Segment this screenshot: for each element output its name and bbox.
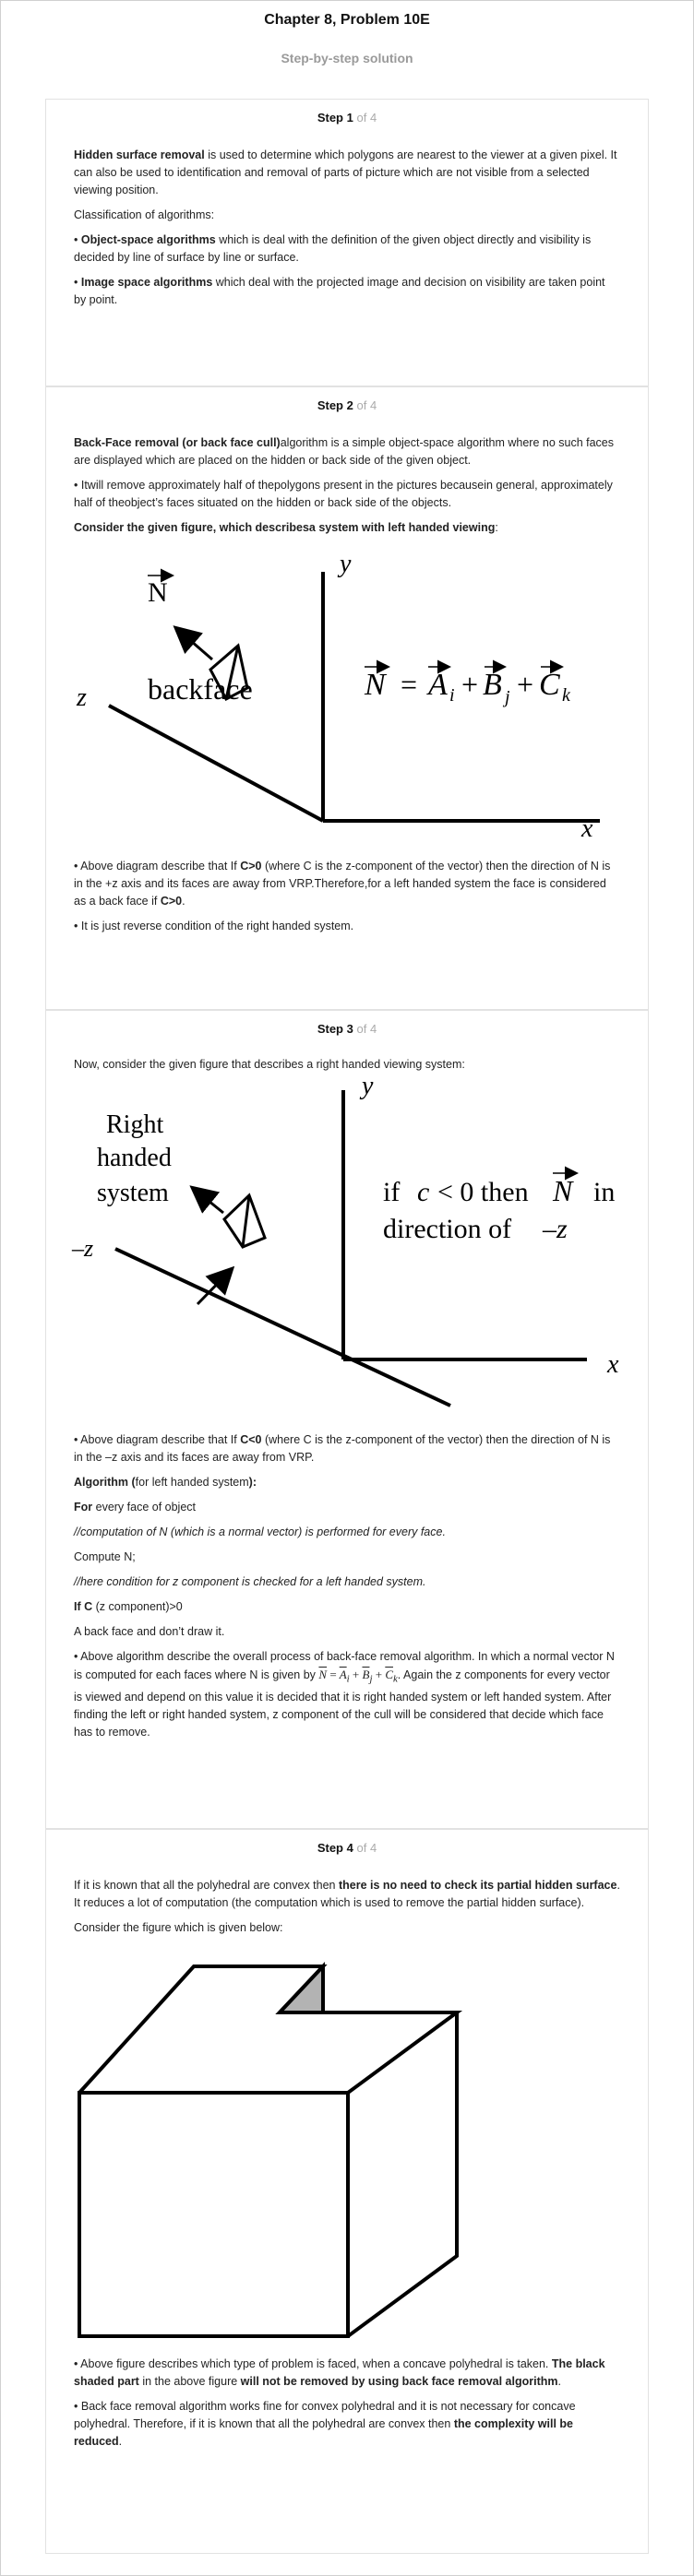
z-axis-label: z xyxy=(77,683,87,712)
algorithm-heading: Algorithm (for left handed system): xyxy=(74,1476,257,1489)
solution-subtitle: Step-by-step solution xyxy=(281,51,413,65)
pyramid-icon xyxy=(224,1195,265,1247)
reverse-condition-bullet: • It is just reverse condition of the right handed system. xyxy=(74,920,354,932)
step-4-title: Step 4 of 4 xyxy=(317,1841,377,1855)
svg-text:if: if xyxy=(383,1177,401,1207)
inline-normal-equation: $\overline{N} = \overline{A}_i + \overline{B}_j + \overline{C}_k$ xyxy=(318,1668,398,1685)
algo-backface-line: A back face and don’t draw it. xyxy=(74,1625,225,1638)
step-2-title: Step 2 of 4 xyxy=(317,398,377,412)
top-face xyxy=(79,1966,457,2093)
step-1-title: Step 1 of 4 xyxy=(317,111,377,125)
object-space-bullet: • Object-space algorithms which is deal with the definition of the given object directly and visibility is decided by line of surface by line or surface. xyxy=(74,233,592,264)
svg-text:+: + xyxy=(517,668,534,701)
concave-polyhedron-figure xyxy=(46,1944,650,2356)
step-4-card xyxy=(45,1829,649,2554)
svg-text:in: in xyxy=(593,1177,616,1207)
complexity-bullet: • Back face removal algorithm works fine for convex polyhedral and it is not necessary for concave polyhedral. Therefore, if it is known that all the polyhedral are convex then the complexity will be reduced. xyxy=(74,2400,576,2448)
consider-figure-text: Consider the figure which is given below: xyxy=(74,1921,283,1934)
hsr-paragraph: Hidden surface removal is used to determine which polygons are nearest to the viewer at a given pixel. It can also be used to identification and removal of parts of picture which are not visible from a selected viewing position. xyxy=(74,148,617,196)
z-axis xyxy=(109,706,323,821)
algo-comment-1: //computation of N (which is a normal vector) is performed for every face. xyxy=(74,1525,446,1538)
svg-text:k: k xyxy=(562,685,570,706)
step-3-card xyxy=(45,1010,649,1829)
algo-compute-line: Compute N; xyxy=(74,1550,136,1563)
classification-heading: Classification of algorithms: xyxy=(74,208,215,221)
half-polygons-bullet: • Itwill remove approximately half of thepolygons present in the pictures becausein general, approximately half of theobject’s faces situated on the hidden or back side of the objects. xyxy=(74,479,613,509)
shaded-concave-part xyxy=(280,1966,323,2012)
svg-text:i: i xyxy=(449,685,455,706)
step-2-card xyxy=(45,386,649,1010)
svg-text:=: = xyxy=(401,668,418,701)
left-handed-viewing-figure xyxy=(46,544,650,858)
normal-label: N xyxy=(148,577,168,608)
concave-explanation: • Above figure describes which type of problem is faced, when a concave polyhedral is taken. The black shaded part in the above figure will not be removed by using back face removal algorithm. xyxy=(74,2357,605,2388)
chapter-title: Chapter 8, Problem 10E xyxy=(264,12,430,28)
algorithm-description: • Above algorithm describe the overall process of back-face removal algorithm. In which a normal vector N is computed for each faces where N is given by $\overline{N} = \overline{A}_i + \overline{B}_j + \overline{C}_k$. Again the z components for every vector is viewed and depend on this value it is decided that it is right handed system or left handed system. After finding the left or right handed system, z component of the cull will be considered that decide which face has to remove. xyxy=(74,1650,615,1739)
normal-equation xyxy=(364,667,571,707)
condition-text xyxy=(383,1173,615,1244)
svg-text:N: N xyxy=(365,668,386,702)
backface-label: backface xyxy=(148,672,253,706)
right-label: Right xyxy=(106,1110,164,1139)
algo-if-line: If C (z component)>0 xyxy=(74,1600,183,1613)
algo-for-line: For every face of object xyxy=(74,1501,197,1514)
convex-paragraph: If it is known that all the polyhedral are convex then there is no need to check its partial hidden surface. It reduces a lot of computation (the computation which is used to remove the partial hidden surface). xyxy=(74,1879,620,1909)
consider-left-handed: Consider the given figure, which describesa system with left handed viewing: xyxy=(74,521,498,534)
right-handed-explanation: • Above diagram describe that If C<0 (where C is the z-component of the vector) then the direction of N is in the –z axis and its faces are away from VRP. xyxy=(74,1433,611,1464)
y-axis-label: y xyxy=(362,1081,374,1100)
z-axis xyxy=(115,1249,450,1406)
svg-text:C: C xyxy=(539,668,560,702)
svg-text:N: N xyxy=(553,1174,573,1207)
left-handed-explanation: • Above diagram describe that If C>0 (where C is the z-component of the vector) then the direction of N is in the +z axis and its faces are away from VRP.Therefore,for a left handed system the face is considered as a back face if C>0. xyxy=(74,860,611,908)
normal-arrow xyxy=(177,629,212,659)
svg-text:c: c xyxy=(417,1177,430,1207)
right-face xyxy=(348,2012,457,2336)
front-face xyxy=(79,2093,348,2336)
image-space-bullet: • Image space algorithms which deal with the projected image and decision on visibility are taken point by point. xyxy=(74,276,605,306)
handed-label: handed xyxy=(97,1144,172,1172)
step-1-card xyxy=(45,99,649,386)
svg-text:direction of: direction of xyxy=(383,1214,512,1244)
svg-text:j: j xyxy=(505,687,510,707)
neg-z-axis-label: –z xyxy=(72,1235,94,1262)
step-3-title: Step 3 of 4 xyxy=(317,1022,377,1036)
x-axis-label: x xyxy=(581,814,593,843)
svg-text:+: + xyxy=(461,668,479,701)
x-axis-label: x xyxy=(607,1350,619,1379)
right-handed-intro: Now, consider the given figure that describes a right handed viewing system: xyxy=(74,1058,465,1071)
svg-text:A: A xyxy=(428,668,448,702)
y-axis-label: y xyxy=(340,550,352,578)
svg-text:B: B xyxy=(483,668,502,702)
right-handed-viewing-figure xyxy=(46,1081,650,1431)
algo-comment-2: //here condition for z component is checked for a left handed system. xyxy=(74,1575,426,1588)
normal-arrow xyxy=(194,1189,223,1213)
svg-text:–z: –z xyxy=(543,1214,568,1244)
system-label: system xyxy=(97,1179,169,1207)
back-face-paragraph: Back-Face removal (or back face cull)algorithm is a simple object-space algorithm where no such faces are displayed which are placed on the hidden or back side of the given object. xyxy=(74,436,614,467)
svg-text:< 0 then: < 0 then xyxy=(437,1177,529,1207)
